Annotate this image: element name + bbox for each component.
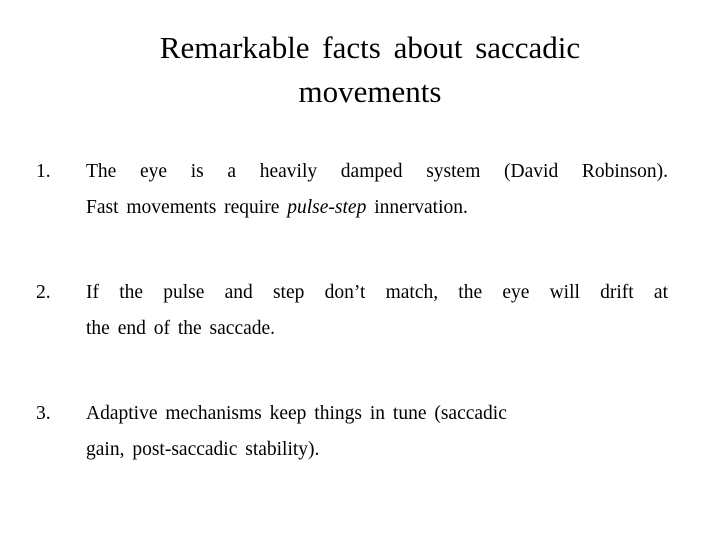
- list-item-line: the end of the saccade.: [86, 318, 276, 339]
- list-item: [36, 275, 676, 347]
- list-item-line: [86, 190, 668, 226]
- list-item-line: If the pulse and step don’t match, the eye will drift at: [86, 282, 668, 303]
- fact-list: [36, 154, 676, 468]
- slide-title-line: Remarkable facts about saccadic: [159, 30, 581, 65]
- list-item-number: 1.: [36, 161, 51, 182]
- list-item-number: 3.: [36, 403, 51, 424]
- emphasis-text: pulse-step: [287, 197, 367, 218]
- slide-title-line: movements: [298, 74, 442, 109]
- slide-title: [60, 26, 680, 114]
- list-item-line: Adaptive mechanisms keep things in tune (saccadic: [86, 403, 507, 424]
- list-item-text: [86, 396, 668, 468]
- list-item-text: [86, 154, 668, 226]
- list-item-line: The eye is a heavily damped system (David Robinson).: [86, 161, 668, 182]
- list-item-text: [86, 275, 668, 347]
- list-item: [36, 396, 676, 468]
- list-item-line: gain, post-saccadic stability).: [86, 439, 320, 460]
- list-item: [36, 154, 676, 226]
- list-item-number: 2.: [36, 282, 51, 303]
- list-item-text-segment: Fast movements require: [86, 197, 288, 218]
- list-item-text-segment: innervation.: [366, 197, 468, 218]
